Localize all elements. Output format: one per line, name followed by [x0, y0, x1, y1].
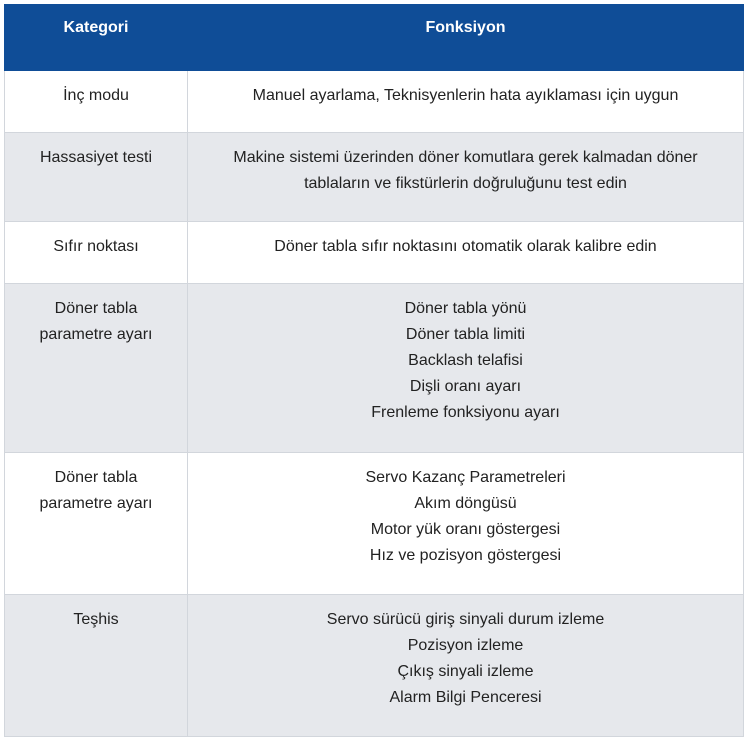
- category-text: İnç modu: [63, 87, 129, 104]
- function-text: Servo sürücü giriş sinyali durum izleme: [326, 611, 605, 628]
- category-cell: [5, 71, 188, 133]
- category-text: parametre ayarı: [39, 326, 153, 343]
- function-cell: [188, 222, 744, 284]
- function-text: Döner tabla limiti: [405, 326, 526, 343]
- category-cell: [5, 453, 188, 595]
- function-text: Makine sistemi üzerinden döner komutlara gerek kalmadan döner: [233, 149, 698, 166]
- category-text: Teşhis: [73, 611, 119, 628]
- function-text: Dişli oranı ayarı: [409, 378, 522, 395]
- function-text: Hız ve pozisyon göstergesi: [369, 547, 562, 564]
- function-text: Servo Kazanç Parametreleri: [365, 469, 566, 486]
- header-function: Fonksiyon: [188, 5, 744, 71]
- table-row: [5, 453, 744, 595]
- function-text: Backlash telafisi: [408, 352, 523, 369]
- function-cell: [188, 284, 744, 453]
- header-category: Kategori: [5, 5, 188, 71]
- table-row: [5, 284, 744, 453]
- category-cell: [5, 284, 188, 453]
- function-text: Motor yük oranı göstergesi: [370, 521, 561, 538]
- category-text: Hassasiyet testi: [39, 149, 153, 166]
- category-cell: [5, 133, 188, 222]
- function-cell: [188, 595, 744, 737]
- function-text: Döner tabla sıfır noktasını otomatik olarak kalibre edin: [274, 238, 657, 255]
- table-row: [5, 133, 744, 222]
- category-text: Döner tabla: [54, 300, 138, 317]
- function-text: Akım döngüsü: [414, 495, 517, 512]
- function-text: Döner tabla yönü: [404, 300, 527, 317]
- category-text: Sıfır noktası: [53, 238, 139, 255]
- function-cell: [188, 453, 744, 595]
- function-text: Pozisyon izleme: [407, 637, 524, 654]
- category-cell: [5, 595, 188, 737]
- function-table: [4, 4, 744, 737]
- function-cell: [188, 133, 744, 222]
- table-row: [5, 595, 744, 737]
- function-text: Çıkış sinyali izleme: [397, 663, 534, 680]
- table-header-row: [5, 5, 744, 71]
- function-text: Manuel ayarlama, Teknisyenlerin hata ayıklaması için uygun: [252, 87, 679, 104]
- category-text: parametre ayarı: [39, 495, 153, 512]
- function-text: Alarm Bilgi Penceresi: [389, 689, 542, 706]
- function-text: Frenleme fonksiyonu ayarı: [371, 404, 560, 421]
- category-text: Döner tabla: [54, 469, 138, 486]
- table-row: [5, 71, 744, 133]
- function-cell: [188, 71, 744, 133]
- table-row: [5, 222, 744, 284]
- category-cell: [5, 222, 188, 284]
- function-text: tablaların ve fikstürlerin doğruluğunu test edin: [304, 175, 627, 192]
